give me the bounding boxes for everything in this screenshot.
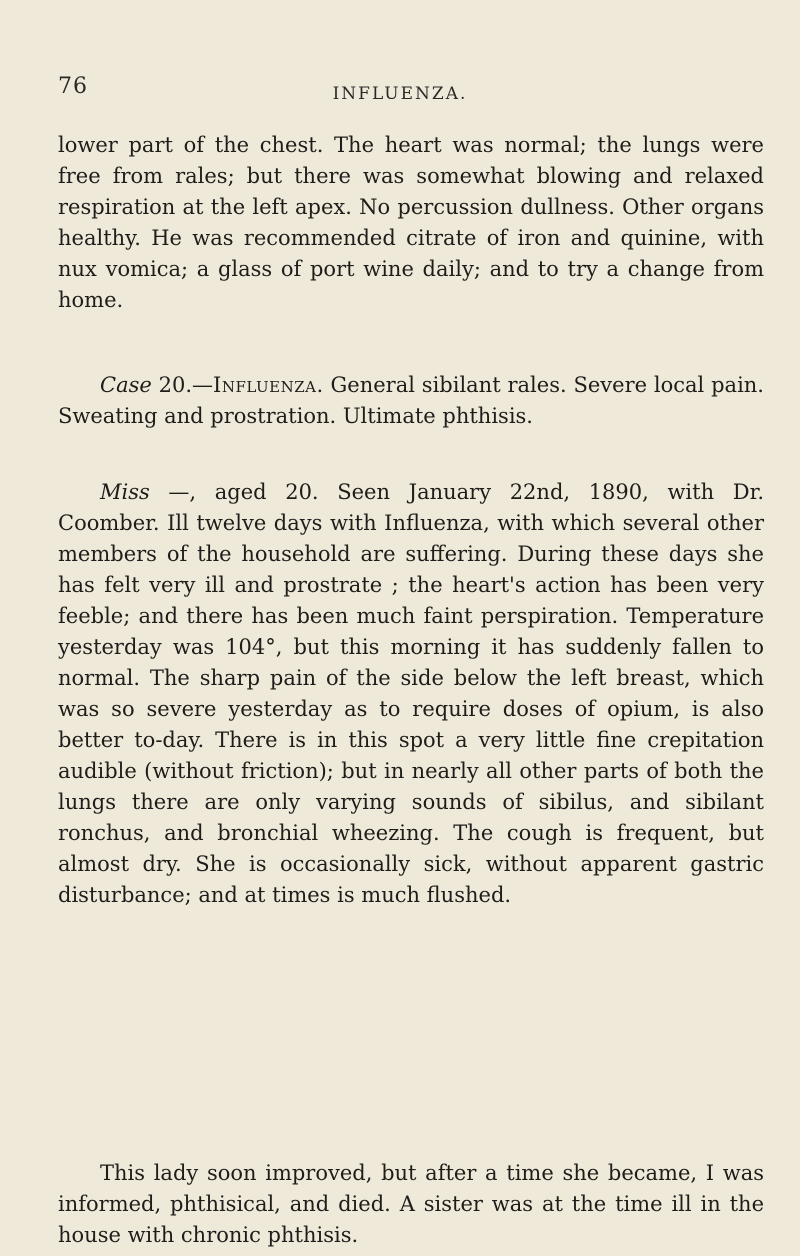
patient-name: Miss <box>100 480 150 504</box>
case-heading <box>58 370 764 432</box>
running-title: INFLUENZA. <box>332 84 468 104</box>
case-number: 20.— <box>151 373 214 397</box>
case-summary: General sibilant rales. Severe local pain. Sweating and prostration. Ultimate phthisis. <box>58 373 764 428</box>
page-number: 76 <box>58 74 88 99</box>
case-report-paragraph <box>58 477 764 911</box>
case-label: Case <box>100 373 152 397</box>
continued-paragraph: lower part of the chest. The heart was normal; the lungs were free from rales; but there was somewhat blowing and relaxed respiration at the left apex. No percussion dullness. Other organs healthy. He was recommended citrate of iron and quinine, with nux vomica; a glass of port wine daily; and to try a change from home. <box>58 133 764 312</box>
case-title: Influenza. <box>213 373 324 397</box>
closing-paragraph: This lady soon improved, but after a time she became, I was informed, phthisical, and died. A sister was at the time ill in the house with chronic phthisis. <box>58 1161 764 1247</box>
case-report-body: —, aged 20. Seen January 22nd, 1890, with Dr. Coomber. Ill twelve days with Influenza, with which several other members of the household are suffering. During these days she has felt very ill and prostrate ; the heart's action has been very feeble; and there has been much faint perspiration. Temperature yesterday was 104°, but this morning it has suddenly fallen to normal. The sharp pain of the side below the left breast, which was so severe yesterday as to require doses of opium, is also better to-day. There is in this spot a very little fine crepitation audible (without friction); but in nearly all other parts of both the lungs there are only varying sounds of sibilus, and sibilant ronchus, and bronchial wheezing. The cough is frequent, but almost dry. She is occasionally sick, without apparent gastric disturbance; and at times is much flushed. <box>58 480 764 907</box>
